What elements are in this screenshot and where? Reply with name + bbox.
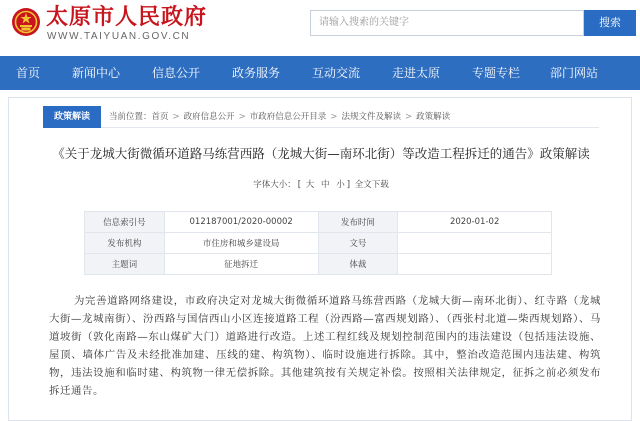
breadcrumb-trail	[109, 106, 450, 128]
org-value: 市住房和城乡建设局	[164, 233, 318, 254]
table-row	[85, 233, 552, 254]
main-nav	[0, 56, 640, 90]
font-size-label: 字体大小：	[253, 180, 296, 190]
breadcrumb-prefix: 当前位置：	[109, 112, 152, 122]
search-button[interactable]: 搜索	[584, 10, 636, 36]
nav-item-home[interactable]: 首页	[16, 66, 41, 80]
breadcrumb-home[interactable]: 首页	[151, 112, 169, 122]
site-url: WWW.TAIYUAN.GOV.CN	[47, 31, 191, 42]
search-input[interactable]: 请输入搜索的关键字	[310, 10, 584, 36]
site-title: 太原市人民政府	[46, 4, 208, 30]
doc-no-value	[398, 233, 552, 254]
pub-date-value: 2020-01-02	[398, 212, 552, 233]
breadcrumb-catalog[interactable]: 市政府信息公开目录	[249, 112, 327, 122]
nav-item-gov-services[interactable]: 政务服务	[232, 66, 281, 80]
breadcrumb-separator: >	[238, 112, 246, 122]
topic-value: 征地拆迁	[164, 254, 318, 275]
article-title: 《关于龙城大街微循环道路马练营西路（龙城大街—南环北街）等改造工程拆迁的通告》政策解读	[52, 146, 590, 161]
content-panel	[8, 97, 632, 421]
font-size-large-button[interactable]: 大	[305, 180, 315, 190]
nav-item-dept-sites[interactable]: 部门网站	[550, 66, 599, 80]
article-body: 为完善道路网络建设，市政府决定对龙城大街微循环道路马练营西路（龙城大街—南环北街）、红寺路（龙城大街—龙城南街）、汾西路与国信西山小区连接道路工程（汾西路—富西规划路）、（西张村北道—柴西规划路）、马道坡街（敦化南路—东山煤矿大门）道路进行改造。上述工程红线及规划控制范围内的违法建设（包括违法设施、屋顶、墙体广告及未经批准加建、压线的建、构筑物）、临时设施进行拆除。其中，整治改造范围内违法建、构筑物，违法设施和临时建、构筑物一律无偿拆除。其他建筑按有关规定补偿。按照相关法律规定，征拆之前必须发布拆迁通告。	[49, 295, 601, 397]
breadcrumb-separator: >	[330, 112, 338, 122]
info-table	[84, 211, 552, 275]
font-size-medium-button[interactable]: 中	[320, 180, 330, 190]
pub-date-label: 发布时间	[318, 212, 398, 233]
site-header	[0, 0, 640, 52]
table-row	[85, 254, 552, 275]
table-row	[85, 212, 552, 233]
font-size-controls: 字体大小： [ 大 中 小 ] 全文下载	[253, 180, 389, 190]
breadcrumb-info-disclosure[interactable]: 政府信息公开	[183, 112, 235, 122]
topic-label: 主题词	[85, 254, 165, 275]
breadcrumb	[43, 106, 599, 128]
breadcrumb-regulations[interactable]: 法规文件及解读	[341, 112, 401, 122]
genre-value	[398, 254, 552, 275]
breadcrumb-policy-interpretation[interactable]: 政策解读	[416, 112, 451, 122]
nav-item-news[interactable]: 新闻中心	[72, 66, 121, 80]
section-tag: 政策解读	[43, 106, 101, 128]
full-download-link[interactable]: 全文下载	[354, 180, 389, 190]
national-emblem-icon	[11, 6, 41, 38]
genre-label: 体裁	[318, 254, 398, 275]
nav-item-interaction[interactable]: 互动交流	[312, 66, 361, 80]
nav-item-special-topics[interactable]: 专题专栏	[472, 66, 521, 80]
font-size-small-button[interactable]: 小	[336, 180, 345, 190]
index-no-value: 012187001/2020-00002	[164, 212, 318, 233]
doc-no-label: 文号	[318, 233, 398, 254]
nav-item-about-taiyuan[interactable]: 走进太原	[392, 66, 441, 80]
org-label: 发布机构	[85, 233, 165, 254]
index-no-label: 信息索引号	[85, 212, 165, 233]
nav-item-info-disclosure[interactable]: 信息公开	[152, 66, 201, 80]
breadcrumb-separator: >	[172, 112, 180, 122]
breadcrumb-separator: >	[404, 112, 413, 122]
